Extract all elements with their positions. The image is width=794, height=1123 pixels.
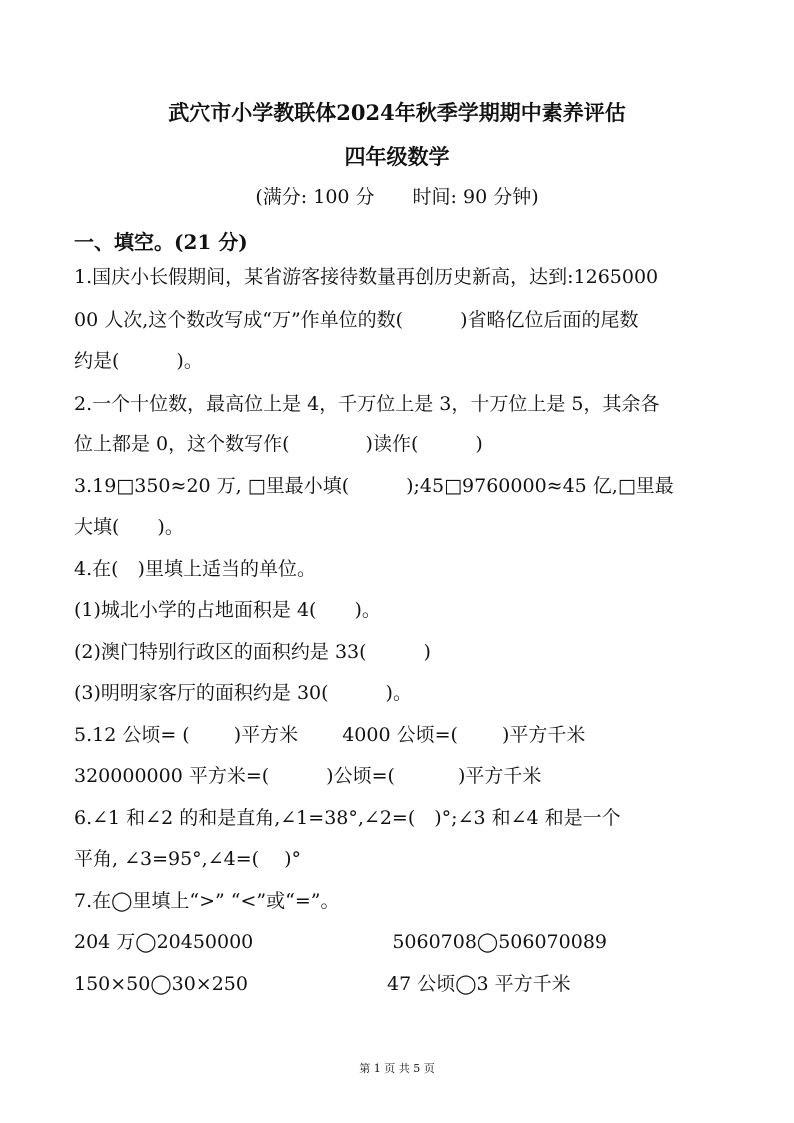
- exam-subject: 四年级数学: [344, 144, 450, 169]
- question-line: 5.12 公顷= ( )平方米 4000 公顷=( )平方千米: [74, 724, 586, 746]
- question-line: (3)明明家客厅的面积约是 30( )。: [74, 682, 412, 704]
- question-line: 4.在( )里填上适当的单位。: [74, 558, 316, 580]
- section-heading: 一、填空。(21 分): [74, 230, 248, 254]
- question-line: 6.∠1 和∠2 的和是直角,∠1=38°,∠2=( )°;∠3 和∠4 和是一个: [74, 807, 621, 829]
- question-line: 2.一个十位数，最高位上是 4，千万位上是 3，十万位上是 5，其余各: [74, 393, 660, 415]
- question-line: 3.19□350≈20 万, □里最小填( );45□9760000≈45 亿,□里最: [74, 475, 674, 497]
- question-line: 320000000 平方米=( )公顷=( )平方千米: [74, 765, 542, 787]
- exam-title: 武穴市小学教联体2024年秋季学期期中素养评估: [168, 100, 626, 125]
- question-line: 大填( )。: [74, 516, 184, 538]
- question-line: 平角, ∠3=95°,∠4=( )°: [74, 848, 302, 870]
- question-line: 00 人次,这个数改写成“万”作单位的数( )省略亿位后面的尾数: [74, 309, 639, 331]
- question-line: 7.在◯里填上“>” “<”或“=”。: [74, 890, 340, 912]
- question-line: (2)澳门特别行政区的面积约是 33( ): [74, 641, 431, 663]
- question-line: 约是( )。: [74, 350, 203, 372]
- question-line: (1)城北小学的占地面积是 4( )。: [74, 599, 381, 621]
- question-line: 位上都是 0，这个数写作( )读作( ): [74, 433, 483, 455]
- question-line: 1.国庆小长假期间，某省游客接待数量再创历史新高，达到:1265000: [74, 266, 659, 288]
- question-line: 204 万◯20450000 5060708◯506070089: [74, 931, 607, 953]
- question-line: 150×50◯30×250 47 公顷◯3 平方千米: [74, 973, 571, 995]
- exam-meta: (满分: 100 分 时间: 90 分钟): [255, 186, 539, 208]
- page-footer: 第 1 页 共 5 页: [359, 1062, 435, 1075]
